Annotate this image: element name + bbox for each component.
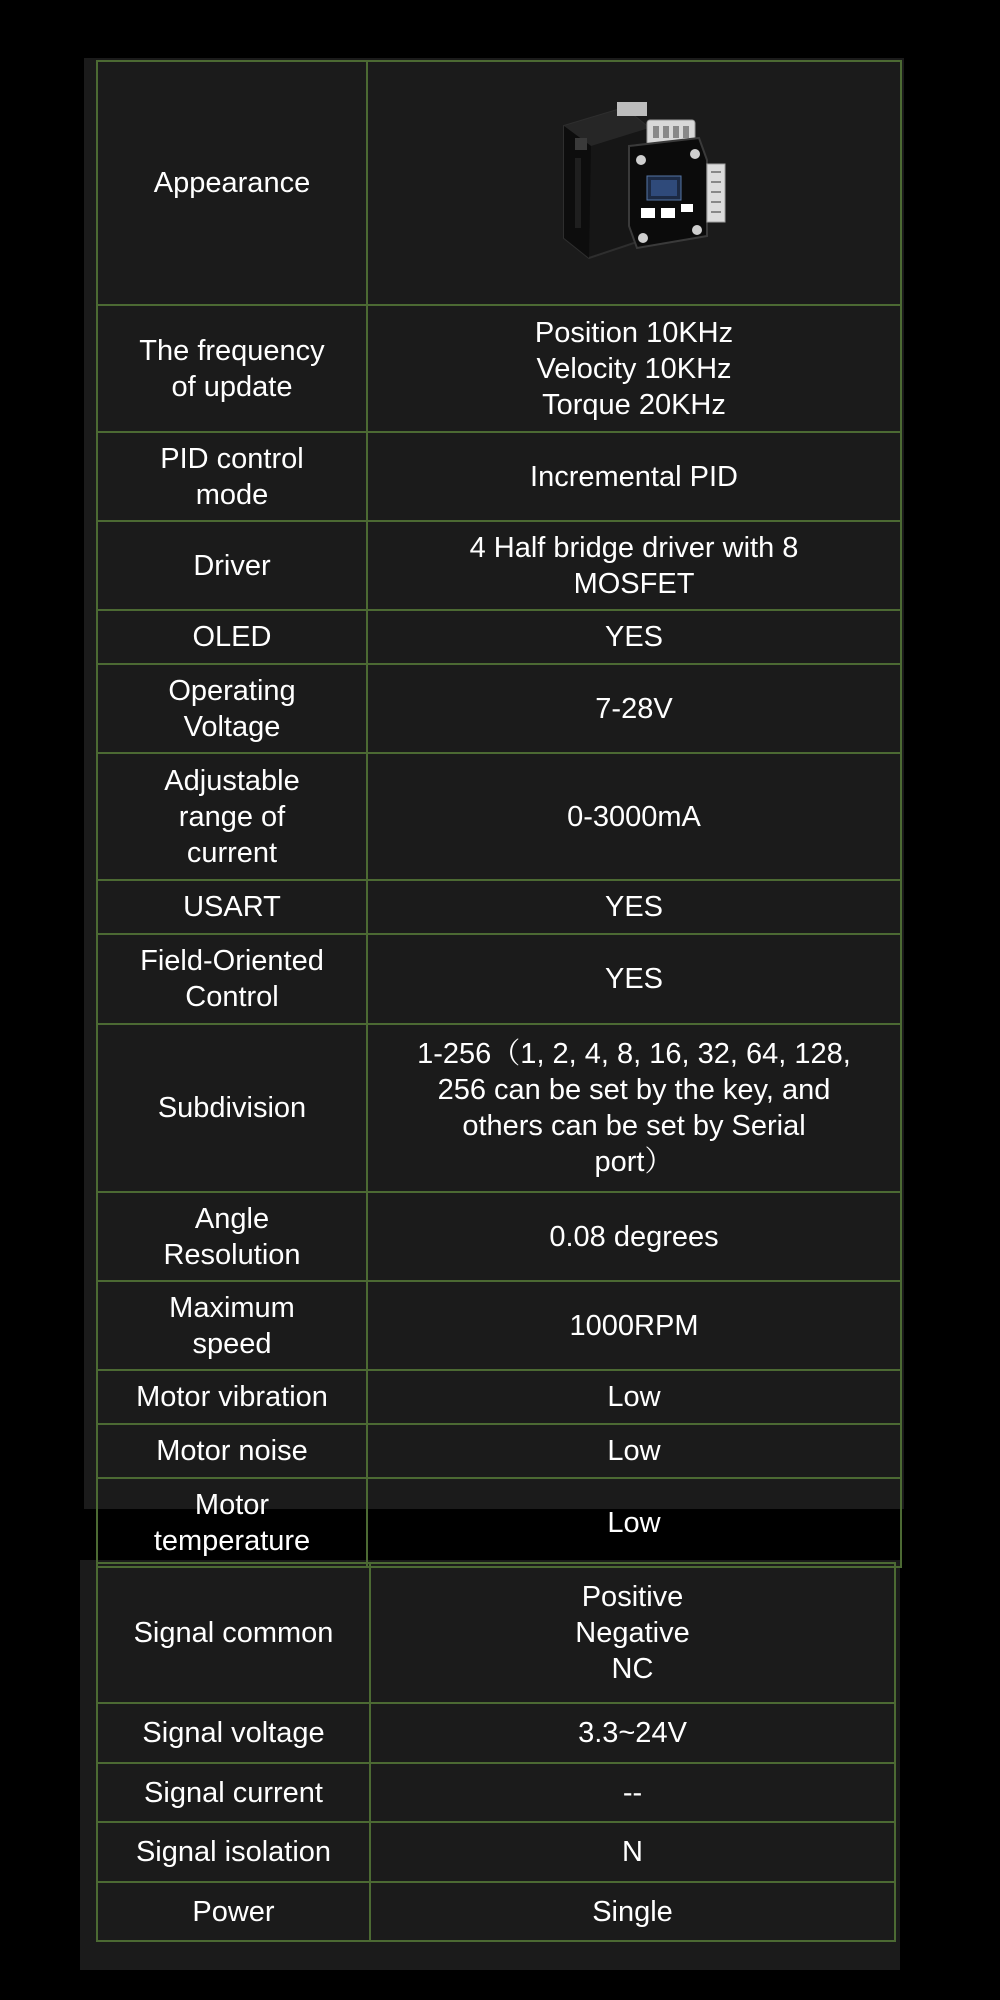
row-value: 0-3000mA [367,753,901,880]
row-label: Motor temperature [97,1478,367,1567]
row-value: 1-256（1, 2, 4, 8, 16, 32, 64, 128, 256 can be set by the key, and others can be set by Serial port） [367,1024,901,1192]
row-value: 1000RPM [367,1281,901,1370]
row-value: 0.08 degrees [367,1192,901,1281]
row-value: 7-28V [367,664,901,753]
row-value: Single [370,1882,895,1941]
table-row [97,934,901,1024]
signal-table [96,1562,896,1942]
row-value: Low [367,1370,901,1424]
row-label: Signal isolation [97,1822,370,1882]
table-row [97,1822,895,1882]
table-row [97,664,901,753]
row-label: USART [97,880,367,934]
row-value: YES [367,934,901,1024]
specs-table [96,60,902,1568]
row-label: Motor vibration [97,1370,367,1424]
table-row [97,1370,901,1424]
row-value: Low [367,1478,901,1567]
row-label: Signal current [97,1763,370,1822]
table-row [97,753,901,880]
row-label: PID control mode [97,432,367,521]
row-value: Positive Negative NC [370,1563,895,1703]
row-label-appearance: Appearance [97,61,367,305]
table-row [97,1281,901,1370]
table-row [97,1024,901,1192]
table-row [97,1763,895,1822]
table-row [97,521,901,610]
appearance-image-cell [367,61,901,305]
row-label: Field-Oriented Control [97,934,367,1024]
row-value: Incremental PID [367,432,901,521]
row-label: The frequency of update [97,305,367,432]
row-label: OLED [97,610,367,664]
row-value: 4 Half bridge driver with 8 MOSFET [367,521,901,610]
row-label: Driver [97,521,367,610]
row-label: Power [97,1882,370,1941]
table-row [97,610,901,664]
row-label: Adjustable range of current [97,753,367,880]
table-row [97,1192,901,1281]
row-value: -- [370,1763,895,1822]
row-label: Signal common [97,1563,370,1703]
table-row [97,432,901,521]
table-row [97,1563,895,1703]
table-row [97,1478,901,1567]
row-label: Angle Resolution [97,1192,367,1281]
row-label: Motor noise [97,1424,367,1478]
table-row [97,1882,895,1941]
row-value: 3.3~24V [370,1703,895,1763]
row-value: YES [367,880,901,934]
row-value: Low [367,1424,901,1478]
table-row [97,1703,895,1763]
table-row [97,880,901,934]
row-label: Maximum speed [97,1281,367,1370]
table-row [97,1424,901,1478]
table-row [97,305,901,432]
row-value: N [370,1822,895,1882]
row-value: Position 10KHz Velocity 10KHz Torque 20KHz [367,305,901,432]
row-value: YES [367,610,901,664]
stepper-motor-image [529,98,739,268]
row-label: Subdivision [97,1024,367,1192]
row-label: Operating Voltage [97,664,367,753]
row-label: Signal voltage [97,1703,370,1763]
table-row [97,61,901,305]
